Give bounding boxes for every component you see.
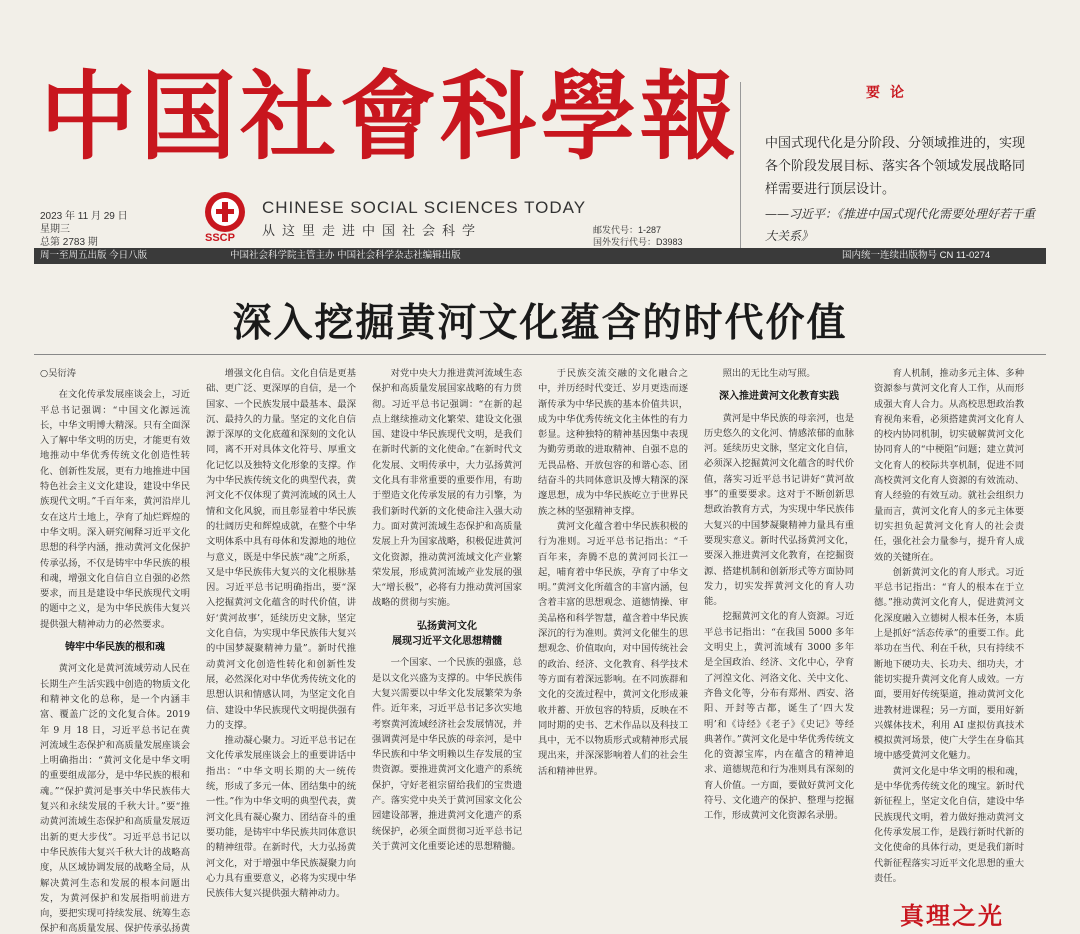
article-paragraph: 照出的无比生动写照。 xyxy=(722,368,816,379)
yaolun-source: ——习近平：《推进中国式现代化需要处理好若干重大关系》 xyxy=(765,207,1036,243)
article-paragraph: 黄河文化是中华文明的根和魂，是中华优秀传统文化的瑰宝。新时代新征程上，坚定文化自信，建设中华民族现代文明，着力做好推动黄河文化传承发展工作，是践行新时代新的文化使命的具体行动，更是我们新时代新征程落实习近平文化思想的重大责任。 xyxy=(874,765,1024,884)
english-name: CHINESE SOCIAL SCIENCES TODAY xyxy=(262,198,587,217)
sscp-logo-icon xyxy=(203,190,247,234)
yaolun-heading: 要论 xyxy=(866,85,914,101)
article-paragraph: 一个国家、一个民族的强盛，总是以文化兴盛为支撑的。中华民族伟大复兴需要以中华文化发展繁荣为条件。近年来，习近平总书记多次实地考察黄河流域经济社会发展情况，并强调黄河是中华民族的母亲河，是中华民族和中华文明赖以生存发展的宝贵资源。要推进黄河文化遗产的系统保护，守好老祖宗留给我们的宝贵遗产。落实党中央关于黄河国家文化公园建设部署，推进黄河文化遗产的系统保护，必须全面贯彻习近平总书记关于黄河文化重要论述的思想精髓。 xyxy=(372,657,522,852)
yaolun-box xyxy=(745,82,1035,247)
info-band xyxy=(34,248,1046,264)
postal-codes xyxy=(593,224,683,248)
article-column-5 xyxy=(704,366,854,934)
masthead xyxy=(40,60,740,182)
postal-code: 邮发代号：1-287 xyxy=(593,225,662,235)
byline: ○吴衍涛 xyxy=(40,368,77,379)
article-paragraph: 黄河文化是黄河流域劳动人民在长期生产生活实践中创造的物质文化和精神文化的总称，是一个内涵丰富、覆盖广泛的文化复合体。2019 年 9 月 18 日，习近平总书记在黄河流域生态保护和高质量发展座谈会上明确指出：“黄河文化是中华文明的重要组成部分，是中华民族的根和魂。”“保护黄河是事关中华民族伟大复兴和永续发展的千秋大计。”要“推动黄河流域生态保护和高质量发展迈出新的更大步伐”。习近平总书记以中华民族伟大复兴千秋大计的战略高度，从区域协调发展的战略全局，从解决黄河生态和发展的根本问题出发，为黄河保护和发展指明前进方向，要把实现可持续发展、统筹生态保护和高质量发展、保护传承弘扬黄 xyxy=(40,663,190,934)
slogan: 从这里走进中国社会科学 xyxy=(262,224,483,239)
subheading: 深入推进黄河文化教育实践 xyxy=(719,391,839,403)
article-column-3 xyxy=(372,366,522,934)
article-paragraph: 黄河是中华民族的母亲河，也是历史悠久的文化河、情感浓郁的血脉河。延续历史文脉，坚定文化自信，必须深入挖掘黄河文化蕴含的时代价值，落实习近平总书记讲好“黄河故事”的重要要求。这对于不断创新思想政治教育方式，为实现中华民族伟大复兴的中国梦凝聚精神力量具有重要现实意义。新时代弘扬黄河文化，要深入推进黄河文化教育，在挖掘资源、搭建机制和创新形式等方面协同发力，切实发挥黄河文化的育人功能。 xyxy=(704,412,854,608)
yaolun-body: 中国式现代化是分阶段、分领域推进的，实现各个阶段发展目标、落实各个领域发展战略同样需要进行顶层设计。 xyxy=(765,136,1026,197)
masthead-title: 中国社會科學報 xyxy=(40,60,740,173)
sscp-logo-text: SSCP xyxy=(205,232,235,244)
page-headline: 深入挖掘黄河文化蕴含的时代价值 xyxy=(232,301,848,346)
article-column-2 xyxy=(206,366,356,934)
subheading: 弘扬黄河文化 展现习近平文化思想精髓 xyxy=(392,620,502,648)
article-paragraph: 黄河文化蕴含着中华民族积极的行为准则。习近平总书记指出：“千百年来，奔腾不息的黄河同长江一起，哺育着中华民族，孕育了中华文明。”黄河文化所蕴含的丰富内涵，包含着丰富的思想观念、道德情操、审美品格和科学智慧，蕴含着中华民族深沉的行为准则。黄河文化催生的思想观念、价值取向，对中国传统社会的政治、经济、文化教育、科学技术等方面有着深远影响。在不同族群和文化的交流过程中，黄河文化形成兼收并蓄、开放包容的特质，反映在不同时期的史书、艺术作品以及科技工具中，无不以物质形式或精神形式展现出来，并深深影响着人们的社会生活和精神世界。 xyxy=(538,520,688,777)
issue-number: 总第 2783 期 xyxy=(40,237,98,248)
band-right: 国内统一连续出版物号 CN 11-0274 xyxy=(842,250,991,261)
article-column-1 xyxy=(40,366,190,934)
article-column-4 xyxy=(538,366,688,934)
article-paragraph: 于民族交流交融的文化融合之中，并历经时代变迁、岁月更迭而逐渐传承为中华民族的基本价值共识，成为中华优秀传统文化主体性的有力彰显。这种独特的精神基因集中表现为勤劳勇敢的进取精神、自强不息的无畏品格、开放包容的和谐心态、团结奋斗的共同体意识及博大精深的深邃思想，成为中华民族屹立于世界民族之林的坚强精神支撑。 xyxy=(538,368,688,517)
issue-weekday: 星期三 xyxy=(40,224,70,235)
issue-date: 2023 年 11 月 29 日 xyxy=(40,211,128,222)
article-paragraph: 创新黄河文化的育人形式。习近平总书记指出：“育人的根本在于立德。”推动黄河文化育人，促进黄河文化深度融入立德树人根本任务，本质上是抓好“活态传承”的重要工作。此举功在当代、利在千秋，只有持续不断地下硬功夫、长功夫、细功夫，才能切实提升黄河文化育人成效。一方面，要用好传统渠道，推动黄河文化进教材进课程；另一方面，要用好新兴媒体技术，利用 AI 虚拟仿真技术模拟黄河场景，使广大学生在身临其境中感受黄河文化魅力。 xyxy=(874,566,1024,762)
article-paragraph: 对党中央大力推进黄河流域生态保护和高质量发展国家战略的有力贯彻。习近平总书记强调：“在新的起点上继续推动文化繁荣、建设文化强国、建设中华民族现代文明，是我们在新时代新的文化使命。”在新时代文化发展、文明传承中，大力弘扬黄河文化具有非常重要的重要作用，有助于塑造文化传承发展的有力引擎，为我们新时代新的文化使命注入强大动力。面对黄河流域生态保护和高质量发展上升为国家战略，积极促进黄河文化资源，推动黄河流域文化产业繁荣发展，形成黄河流域产业发展的强大“增长极”，必将有力推动黄河国家战略的贯彻与实施。 xyxy=(372,368,522,609)
article-paragraph: 挖掘黄河文化的育人资源。习近平总书记指出：“在我国 5000 多年文明史上，黄河流域有 3000 多年是全国政治、经济、文化中心，孕育了河湟文化、河洛文化、关中文化、齐鲁文化等，分布有郑州、西安、洛阳、开封等古都，诞生了‘四大发明’和《诗经》《老子》《史记》等经典著作。”黄河文化是中华优秀传统文化的资源宝库，内在蕴含的精神追求、道德规范和行为准则具有深刻的育人价值。一方面，要做好黄河文化符号、文化遗产的保护、整理与挖掘工作，形成黄河文化资源名录册。 xyxy=(704,611,854,822)
headline-rule xyxy=(34,354,1046,355)
subheading: 铸牢中华民族的根和魂 xyxy=(65,642,165,654)
band-left: 周一至周五出版 今日八版 xyxy=(40,250,148,261)
brand-corner-label: 真理之光 xyxy=(900,901,1004,930)
issue-meta xyxy=(40,210,128,249)
band-center: 中国社会科学院主管主办 中国社会科学杂志社编辑出版 xyxy=(230,250,461,261)
article-paragraph: 推动凝心聚力。习近平总书记在文化传承发展座谈会上的重要讲话中指出：“中华文明长期的大一统传统，形成了多元一体、团结集中的统一性。”作为中华文明的典型代表，黄河文化具有凝心聚力、团结奋斗的重要功能，是铸牢中华民族共同体意识的精神纽带。在新时代，大力弘扬黄河文化，对于增强中华民族凝聚力向心力具有重要意义，必将为实现中华民族伟大复兴提供强大精神动力。 xyxy=(206,735,356,900)
article-paragraph: 增强文化自信。文化自信是更基础、更广泛、更深厚的自信，是一个国家、一个民族发展中最基本、最深沉、最持久的力量。坚定的文化自信源于深厚的文化底蕴和深刻的文化认同，离不开对具体文化符号、厚重文化记忆以及独特文化形象的支撑。作为中华民族传统文化的典型代表，黄河文化不仅体现了黄河流域的风土人情和文化风貌，而且彰显着中华民族的壮阔历史和辉煌成就，在整个中华文明体系中具有母体和发源地的地位与意义，既是中华民族“魂”之所系，又是中华民族伟大复兴的文化根脉基因。习近平总书记明确指出，要“深入挖掘黄河文化蕴含的时代价值，讲好‘黄河故事’，延续历史文脉，坚定文化自信，为实现中华民族伟大复兴的中国梦凝聚精神力量”。新时代推动黄河文化创造性转化和创新性发展，必然深化对中华优秀传统文化的思想认识和情感认同，为坚定文化自信、建设中华民族现代文明提供强有力的支撑。 xyxy=(206,368,356,731)
masthead-divider xyxy=(740,82,741,252)
article-column-6 xyxy=(874,366,1024,886)
article-paragraph: 育人机制，推动多元主体、多种资源参与黄河文化育人工作，从而形成强大育人合力。从高校思想政治教育视角来看，必须搭建黄河文化育人的校内协同机制，切实破解黄河文化协同育人的“中梗阻”问题；建立黄河文化育人的校际共享机制，促进不同高校黄河文化育人资源的有效流动、育人经验的有效互动。就社会组织力量而言，黄河文化育人的多元主体要切实担负起黄河文化育人的社会责任，强化社会力量参与，提升育人成效的关键所在。 xyxy=(874,368,1024,563)
article-paragraph: 在文化传承发展座谈会上，习近平总书记强调：“中国文化源远流长，中华文明博大精深。只有全面深入了解中华文明的历史，才能更有效地推动中华优秀传统文化创造性转化、创新性发展，更有力地推进中国特色社会主义文化建设，建设中华民族现代文明。”千百年来，黄河沿岸儿女在这片土地上，孕育了灿烂辉煌的中华文明。深入研究阐释习近平文化思想的科学内涵，推动黄河文化保护传承弘扬，不仅是铸牢中华民族的根和魂，增强文化自信自立自强的必然要求，而且是建设中华民族现代文明的题中之义，是为中华民族伟大复兴提供强大精神动力的必然要求。 xyxy=(40,389,190,630)
foreign-code: 国外发行代号：D3983 xyxy=(593,237,683,247)
